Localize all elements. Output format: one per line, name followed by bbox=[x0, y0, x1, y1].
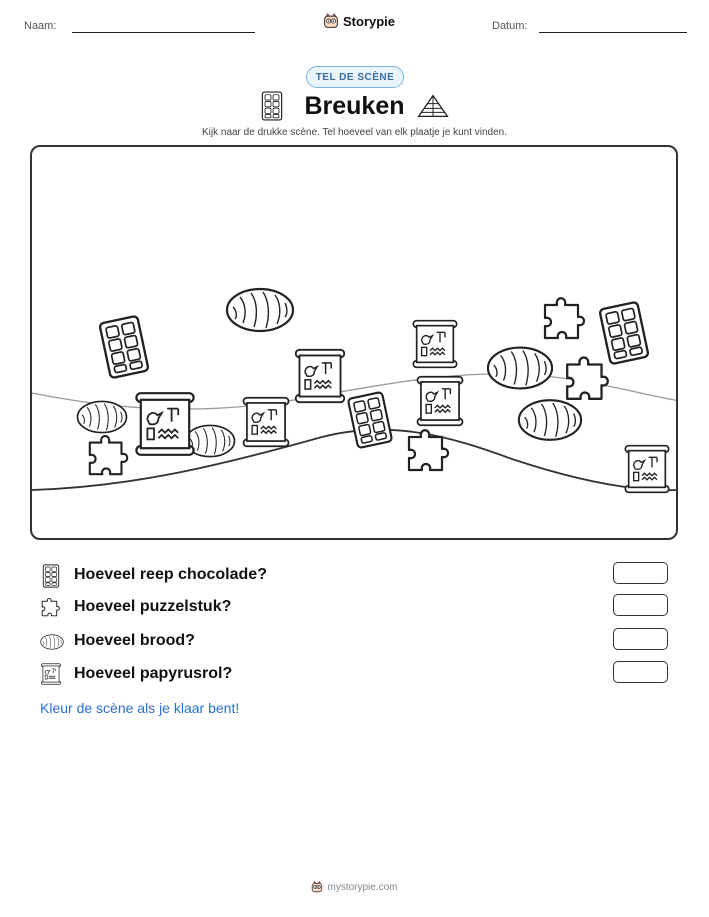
instructions: Kijk naar de drukke scène. Tel hoeveel van elk plaatje je kunt vinden. bbox=[201, 127, 507, 138]
question-text: Hoeveel brood? bbox=[74, 632, 195, 649]
coloring-note: Kleur de scène als je klaar bent! bbox=[40, 700, 240, 716]
footer bbox=[0, 881, 709, 893]
question-text: Hoeveel papyrusrol? bbox=[74, 665, 233, 682]
papyrus-scroll-5 bbox=[417, 377, 462, 426]
puzzle-piece-icon bbox=[40, 596, 62, 618]
question-row bbox=[40, 630, 670, 654]
bread-4 bbox=[77, 401, 126, 432]
answer-box-bread[interactable] bbox=[613, 628, 668, 650]
papyrus-scroll-2 bbox=[296, 350, 345, 402]
puzzle-piece-2 bbox=[567, 357, 608, 398]
category-badge: TEL DE SCÈNE bbox=[306, 66, 404, 88]
papyrus-scroll-3 bbox=[243, 398, 288, 447]
bread-3 bbox=[519, 400, 581, 440]
papyrus-scroll-4 bbox=[413, 321, 456, 368]
footer-url[interactable]: mystorypie.com bbox=[327, 881, 398, 893]
answer-box-papyrus[interactable] bbox=[613, 661, 668, 683]
puzzle-piece-1 bbox=[545, 298, 584, 338]
date-line[interactable] bbox=[539, 32, 687, 33]
answer-box-puzzle[interactable] bbox=[613, 594, 668, 616]
chocolate-bar-3 bbox=[348, 392, 392, 448]
papyrus-scroll-1 bbox=[136, 393, 193, 455]
question-text: Hoeveel reep chocolade? bbox=[74, 566, 267, 583]
papyrus-scroll-6 bbox=[625, 446, 668, 493]
papyrus-scroll-icon bbox=[40, 663, 62, 685]
name-label: Naam: bbox=[24, 20, 57, 32]
chocolate-bar-icon bbox=[40, 564, 62, 588]
bread-1 bbox=[227, 289, 293, 331]
question-row bbox=[40, 663, 670, 687]
pyramid-icon bbox=[416, 94, 450, 118]
question-row bbox=[40, 596, 670, 620]
puzzle-piece-4 bbox=[409, 430, 448, 470]
scene-illustration bbox=[32, 147, 678, 540]
bread-2 bbox=[488, 348, 552, 389]
answer-box-chocolate[interactable] bbox=[613, 562, 668, 584]
chocolate-bar-2 bbox=[599, 302, 648, 365]
name-line[interactable] bbox=[72, 32, 255, 33]
storypie-owl-icon bbox=[323, 13, 339, 29]
date-label: Datum: bbox=[492, 20, 528, 32]
puzzle-piece-3 bbox=[90, 436, 127, 474]
question-row bbox=[40, 564, 670, 588]
question-text: Hoeveel puzzelstuk? bbox=[74, 598, 232, 615]
chocolate-bar-1 bbox=[99, 316, 148, 379]
storypie-owl-icon bbox=[311, 881, 323, 893]
page-title: Breuken bbox=[304, 92, 405, 120]
counting-scene bbox=[30, 145, 678, 540]
bread-icon bbox=[40, 633, 64, 651]
brand-name: Storypie bbox=[343, 13, 396, 29]
brand-logo bbox=[323, 13, 395, 29]
